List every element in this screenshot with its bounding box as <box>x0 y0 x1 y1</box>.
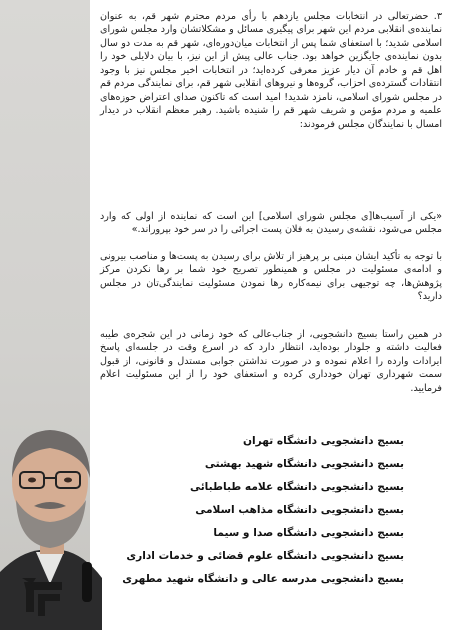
signer-item: بسیج دانشجویی مدرسه عالی و دانشگاه شهید مطهری <box>122 573 404 585</box>
signer-item: بسیج دانشجویی دانشگاه شهید بهشتی <box>204 458 404 470</box>
paragraph-spacer <box>100 314 442 328</box>
basij-logo-icon <box>20 574 66 620</box>
paragraph-2: در همین راستا بسیج دانشجویی، از جناب‌عالی که خود زمانی در این شجره‌ی طیبه فعالیت داشته و جلودار بوده‌اید، انتظار دارد که در اسرع وقت در جلسه‌ای پاسخ ایرادات وارده را اعلام نموده و در صورت نداشتن جوابی مستدل و قانونی، از قبول سمت شهرداری تهران خودداری کرده و استعفای خود را از این مسئولیت اعلام فرمایید. <box>100 329 442 394</box>
paragraph-after-quote: با توجه به تأکید ایشان مبنی بر پرهیز از تلاش برای رسیدن به پست‌ها و مناصب بیرونی و ادامه‌ی مسئولیت در مجلس و همینطور تصریح خود شما بر رها نکردن مرکز پژوهش‌ها، چه توجیهی برای نیمه‌کاره رها نمودن مسئولیت نمایندگی‌تان در مجلس دارید؟ <box>100 251 442 303</box>
paragraph-1: ۳. حضرتعالی در انتخابات مجلس یازدهم با رأی مردم محترم شهر قم، به عنوان نماینده‌ی انقلابی مردم این شهر برای پیگیری مسائل و مشکلاتشان وارد مجلس شورای اسلامی شدید؛ با استعفای شما پس از انتخابات میان‌دوره‌ای، شهر قم به مدت دو سال بدون نماینده‌ی جایگزین خواهد بود. جناب عالی پیش از این نیز، با بیان دلایلی خود را اهل قم و خادم آن دیار عزیز معرفی کرده‌اید؛ در انتخابات اخیر مجلس نیز با وجود انتقادات گسترده‌ی احزاب، گروه‌ها و نیروهای انقلابی شهر قم، برای نمایندگی مردم قم در مجلس شورای اسلامی، نامزد شدید! امید است که تاکنون صدای اعتراض حوزه‌های علمیه و مردم مؤمن و شریف شهر قم را شنیده باشید. رهبر معظم انقلاب در دیدار امسال با نمایندگان مجلس فرمودند: <box>100 11 442 130</box>
leader-quote: «یکی از آسیب‌ها[ی مجلس شورای اسلامی] این است که نماینده از اولی که وارد مجلس می‌شود، نقشه‌ی رسیدن به فلان پست اجرائی را در سر خود بپروراند.» <box>100 211 442 236</box>
signer-item: بسیج دانشجویی دانشگاه تهران <box>242 435 404 447</box>
signer-item: بسیج دانشجویی دانشگاه صدا و سیما <box>213 527 404 539</box>
signer-item: بسیج دانشجویی دانشگاه علوم قضائی و خدمات اداری <box>126 550 404 562</box>
signer-item: بسیج دانشجویی دانشگاه علامه طباطبائی <box>189 481 404 493</box>
letter-body <box>100 10 442 428</box>
signers-list <box>104 430 404 591</box>
signer-item: بسیج دانشجویی دانشگاه مذاهب اسلامی <box>195 504 404 516</box>
